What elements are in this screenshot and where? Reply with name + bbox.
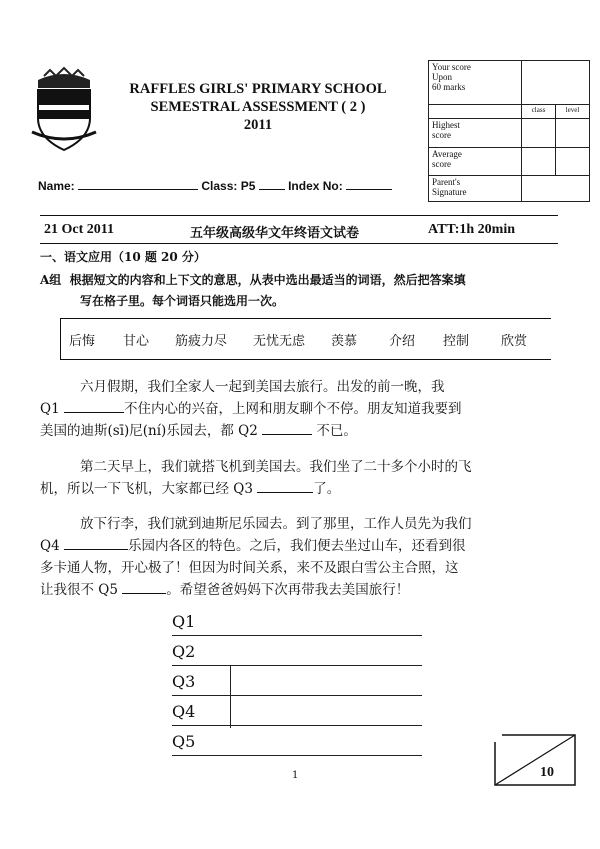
word-bank-item: 介绍 (389, 334, 416, 349)
top-divider (40, 215, 558, 216)
word-bank-item: 后悔 (69, 334, 96, 349)
word-bank-item: 筋疲力尽 (175, 334, 228, 349)
word-bank-item: 无忧无虑 (253, 334, 306, 349)
word-bank-item: 羡慕 (331, 334, 358, 349)
name-label: Name: (38, 179, 75, 193)
student-info-line (38, 178, 418, 193)
group-label: A组 (40, 273, 62, 287)
class-field[interactable] (259, 178, 285, 190)
name-field[interactable] (78, 178, 198, 190)
instruction-line-2: 写在格子里。每个词语只能选用一次。 (80, 294, 285, 308)
your-score-value (522, 61, 590, 105)
blank-q4[interactable] (64, 535, 128, 550)
page-number: 1 (292, 770, 299, 781)
assessment-year: 2011 (243, 117, 273, 133)
answer-label: Q2 (172, 642, 196, 661)
section-marks: 10 (540, 765, 554, 780)
average-score-label: Average score (429, 147, 522, 175)
instructions (40, 270, 555, 312)
parent-signature-label: Parent's Signature (429, 175, 522, 201)
school-header (108, 80, 408, 134)
passage-paragraph-3: 放下行李，我们就到迪斯尼乐园去。到了那里，工作人员先为我们 Q4 乐园内各区的特色。之后，我们便去坐过山车，还看到很 多卡通人物，开心极了！但因为时间关系，来不及跟白雪公主合照，这 让我很不 Q5 。希望爸爸妈妈下次再带我去美国旅行！ (40, 516, 472, 598)
marks-box (494, 734, 576, 786)
answer-label: Q1 (172, 612, 196, 631)
word-bank-item: 甘心 (123, 334, 150, 349)
class-header: class (522, 105, 556, 119)
index-field[interactable] (346, 178, 392, 190)
answer-box-q2[interactable] (232, 644, 420, 664)
word-bank (60, 318, 551, 360)
word-bank-item: 欣赏 (501, 334, 528, 349)
answer-box-q4[interactable] (232, 704, 420, 724)
answer-label: Q3 (172, 672, 196, 691)
section-heading: 一、语文应用（10 题 20 分） (40, 250, 206, 264)
level-header: level (556, 105, 590, 119)
answer-grid (172, 612, 422, 762)
answer-box-q1[interactable] (232, 614, 420, 634)
word-bank-item: 控制 (443, 334, 470, 349)
exam-date: 21 Oct 2011 (44, 222, 114, 237)
blank-q5[interactable] (122, 579, 166, 594)
blank-q2[interactable] (262, 420, 312, 435)
passage-paragraph-1: 六月假期，我们全家人一起到美国去旅行。出发的前一晚，我 Q1 不住内心的兴奋，上网和朋友聊个不停。朋友知道我要到 美国的迪斯(sī)尼(ní)乐园去，都 Q2 不已。 (40, 379, 462, 439)
exam-duration: ATT:1h 20min (428, 222, 515, 237)
instruction-line-1: 根据短文的内容和上下文的意思，从表中选出最适当的词语，然后把答案填 (69, 273, 466, 287)
index-label: Index No: (288, 179, 343, 193)
blank-q3[interactable] (257, 478, 313, 493)
blank-q1[interactable] (64, 398, 124, 413)
passage-paragraph-2: 第二天早上，我们就搭飞机到美国去。我们坐了二十多个小时的飞 机，所以一下飞机，大家都已经 Q3 了。 (40, 459, 472, 497)
class-label: Class: P5 (201, 179, 256, 193)
exam-title: 五年级高级华文年终语文试卷 (190, 226, 360, 241)
score-box (428, 60, 590, 202)
your-score-cell: Your score Upon 60 marks (429, 61, 522, 105)
answer-box-q3[interactable] (232, 674, 420, 694)
answer-box-q5[interactable] (232, 734, 420, 754)
header-divider (40, 243, 558, 244)
school-name: RAFFLES GIRLS' PRIMARY SCHOOL (129, 81, 387, 97)
assessment-title: SEMESTRAL ASSESSMENT ( 2 ) (150, 99, 366, 115)
highest-score-label: Highest score (429, 119, 522, 147)
answer-label: Q5 (172, 732, 196, 751)
answer-label: Q4 (172, 702, 196, 721)
school-crest-icon (30, 66, 98, 152)
